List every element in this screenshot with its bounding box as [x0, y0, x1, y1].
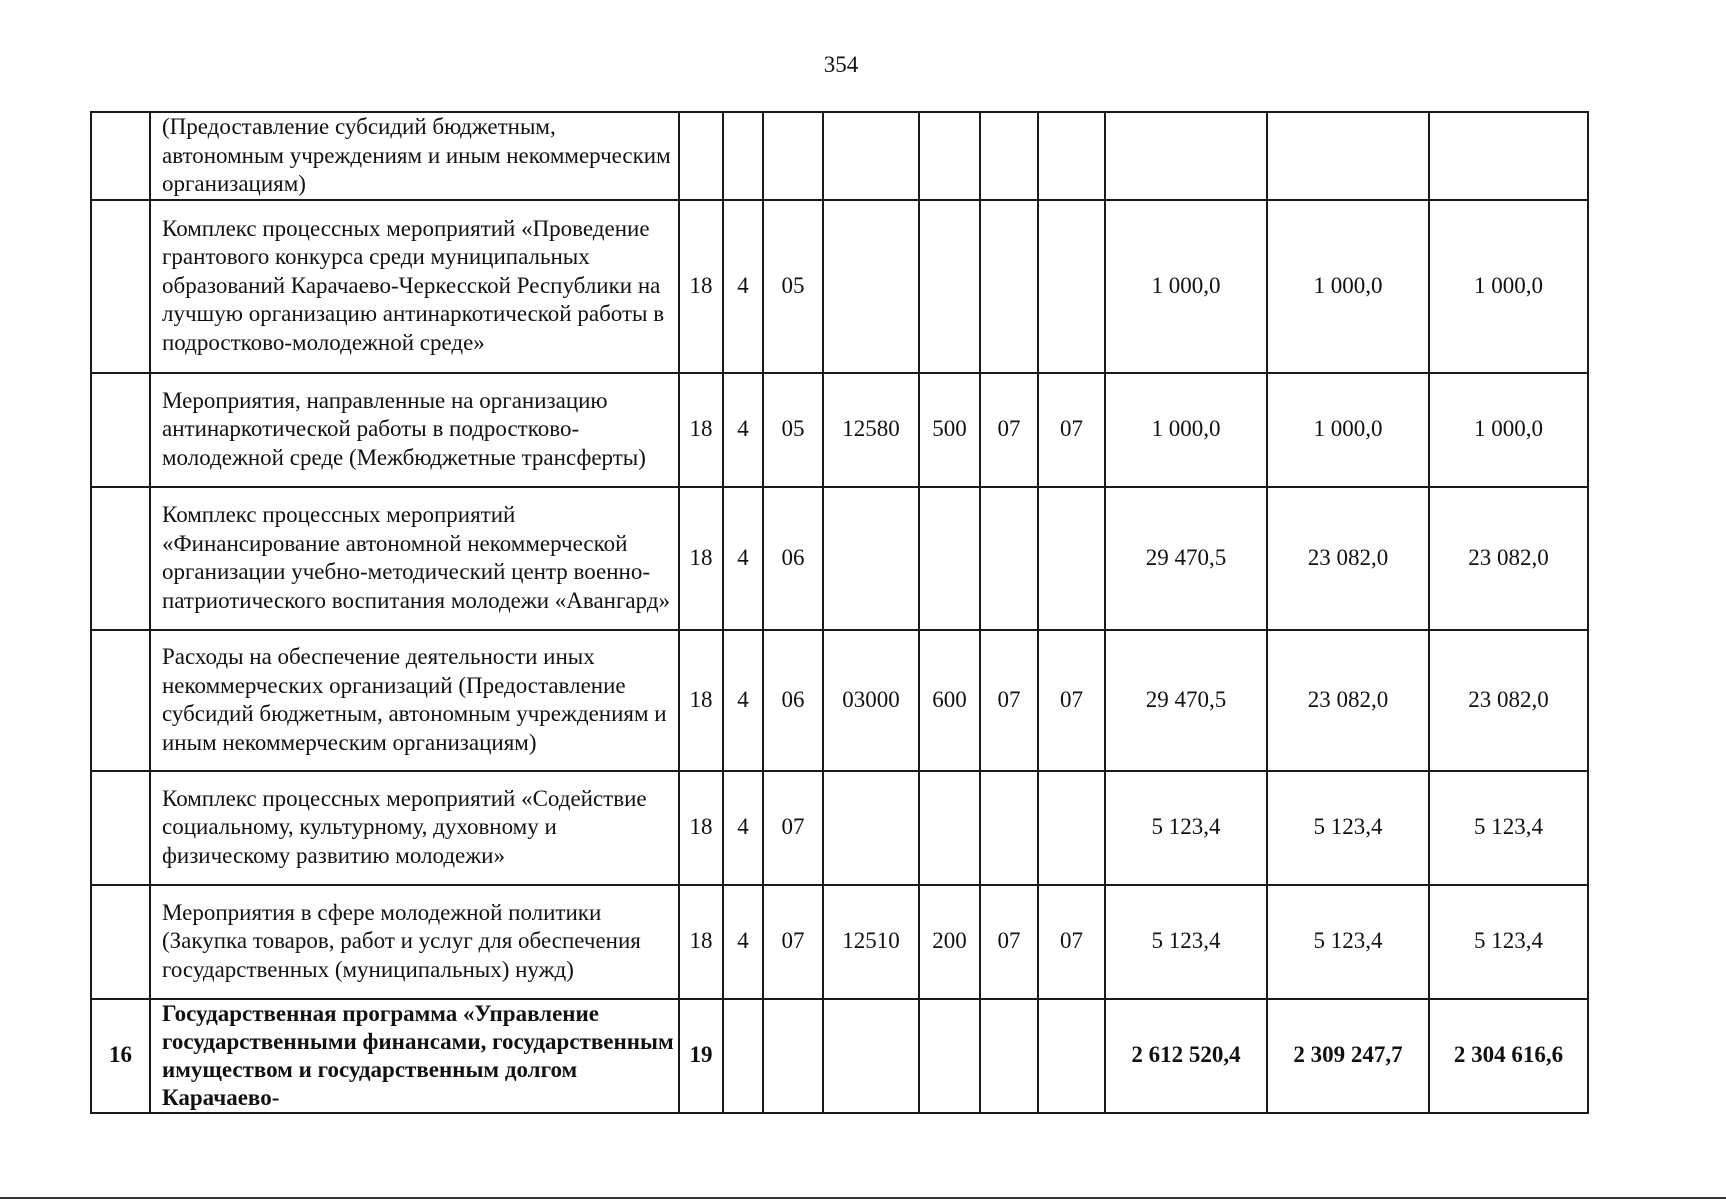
code-5-cell: 600 [919, 630, 980, 771]
code-2-cell: 4 [723, 771, 763, 885]
code-3-cell [763, 999, 823, 1113]
amount-year-1-cell: 29 470,5 [1105, 487, 1267, 630]
amount-year-3-cell: 1 000,0 [1429, 373, 1588, 487]
code-3-cell: 06 [763, 630, 823, 771]
code-2-cell: 4 [723, 630, 763, 771]
description-cell: Государственная программа «Управление государственными финансами, государственным имуществом и государственным долгом Карачаево- [150, 999, 679, 1113]
code-4-cell [823, 999, 919, 1113]
code-5-cell: 200 [919, 885, 980, 999]
code-2-cell: 4 [723, 373, 763, 487]
description-cell: Комплекс процессных мероприятий «Финансирование автономной некоммерческой организации учебно-методический центр военно-патриотического воспитания молодежи «Авангард» [150, 487, 679, 630]
page-number: 354 [823, 52, 859, 77]
code-6-cell: 07 [980, 373, 1038, 487]
code-5-cell [919, 999, 980, 1113]
code-2-cell: 4 [723, 885, 763, 999]
table-row [91, 885, 1588, 999]
description-cell: Мероприятия, направленные на организацию антинаркотической работы в подростково-молодежной среде (Межбюджетные трансферты) [150, 373, 679, 487]
code-4-cell: 12510 [823, 885, 919, 999]
amount-year-1-cell: 1 000,0 [1105, 200, 1267, 373]
code-4-cell [823, 200, 919, 373]
code-3-cell: 05 [763, 200, 823, 373]
description-cell: Комплекс процессных мероприятий «Проведение грантового конкурса среди муниципальных образований Карачаево-Черкесской Республики на лучшую организацию антинаркотической работы в подростково-молодежной среде» [150, 200, 679, 373]
amount-year-3-cell: 5 123,4 [1429, 771, 1588, 885]
amount-year-2-cell: 1 000,0 [1267, 200, 1429, 373]
amount-year-1-cell: 2 612 520,4 [1105, 999, 1267, 1113]
row-number-cell [91, 630, 150, 771]
code-5-cell: 500 [919, 373, 980, 487]
code-1-cell: 18 [679, 200, 723, 373]
table-row [91, 487, 1588, 630]
table-row [91, 630, 1588, 771]
amount-year-3-cell: 23 082,0 [1429, 630, 1588, 771]
code-6-cell [980, 200, 1038, 373]
code-4-cell [823, 487, 919, 630]
row-number-cell [91, 771, 150, 885]
code-1-cell [679, 112, 723, 200]
budget-table [90, 111, 1589, 1114]
code-6-cell: 07 [980, 885, 1038, 999]
code-7-cell: 07 [1038, 373, 1105, 487]
code-7-cell [1038, 200, 1105, 373]
amount-year-1-cell [1105, 112, 1267, 200]
code-2-cell [723, 999, 763, 1113]
code-1-cell: 19 [679, 999, 723, 1113]
code-4-cell [823, 112, 919, 200]
code-1-cell: 18 [679, 487, 723, 630]
code-6-cell [980, 999, 1038, 1113]
code-6-cell [980, 487, 1038, 630]
code-2-cell [723, 112, 763, 200]
bottom-rule [0, 1197, 1726, 1199]
code-7-cell [1038, 487, 1105, 630]
amount-year-3-cell: 23 082,0 [1429, 487, 1588, 630]
code-4-cell [823, 771, 919, 885]
code-7-cell [1038, 112, 1105, 200]
code-6-cell: 07 [980, 630, 1038, 771]
code-3-cell: 05 [763, 373, 823, 487]
code-5-cell [919, 200, 980, 373]
row-number-cell [91, 885, 150, 999]
row-number-cell: 16 [91, 999, 150, 1113]
amount-year-3-cell: 2 304 616,6 [1429, 999, 1588, 1113]
code-1-cell: 18 [679, 885, 723, 999]
code-1-cell: 18 [679, 771, 723, 885]
row-number-cell [91, 487, 150, 630]
code-1-cell: 18 [679, 373, 723, 487]
description-cell: (Предоставление субсидий бюджетным, автономным учреждениям и иным некоммерческим организациям) [150, 112, 679, 200]
table-row [91, 771, 1588, 885]
description-cell: Комплекс процессных мероприятий «Содействие социальному, культурному, духовному и физическому развитию молодежи» [150, 771, 679, 885]
amount-year-1-cell: 5 123,4 [1105, 885, 1267, 999]
code-4-cell: 03000 [823, 630, 919, 771]
amount-year-2-cell: 23 082,0 [1267, 630, 1429, 771]
code-7-cell: 07 [1038, 885, 1105, 999]
row-number-cell [91, 112, 150, 200]
description-cell: Расходы на обеспечение деятельности иных некоммерческих организаций (Предоставление субсидий бюджетным, автономным учреждениям и иным некоммерческим организациям) [150, 630, 679, 771]
code-2-cell: 4 [723, 200, 763, 373]
amount-year-2-cell: 23 082,0 [1267, 487, 1429, 630]
amount-year-1-cell: 5 123,4 [1105, 771, 1267, 885]
code-3-cell: 07 [763, 771, 823, 885]
amount-year-2-cell [1267, 112, 1429, 200]
amount-year-3-cell: 5 123,4 [1429, 885, 1588, 999]
code-2-cell: 4 [723, 487, 763, 630]
amount-year-3-cell [1429, 112, 1588, 200]
code-1-cell: 18 [679, 630, 723, 771]
amount-year-3-cell: 1 000,0 [1429, 200, 1588, 373]
code-6-cell [980, 771, 1038, 885]
code-5-cell [919, 771, 980, 885]
amount-year-2-cell: 5 123,4 [1267, 771, 1429, 885]
code-3-cell [763, 112, 823, 200]
code-7-cell [1038, 999, 1105, 1113]
table-row [91, 373, 1588, 487]
code-3-cell: 06 [763, 487, 823, 630]
amount-year-2-cell: 1 000,0 [1267, 373, 1429, 487]
table-row [91, 999, 1588, 1113]
amount-year-1-cell: 29 470,5 [1105, 630, 1267, 771]
table-body [91, 112, 1588, 1113]
row-number-cell [91, 200, 150, 373]
code-7-cell [1038, 771, 1105, 885]
amount-year-2-cell: 2 309 247,7 [1267, 999, 1429, 1113]
amount-year-1-cell: 1 000,0 [1105, 373, 1267, 487]
code-4-cell: 12580 [823, 373, 919, 487]
code-5-cell [919, 112, 980, 200]
description-cell: Мероприятия в сфере молодежной политики (Закупка товаров, работ и услуг для обеспечения государственных (муниципальных) нужд) [150, 885, 679, 999]
code-6-cell [980, 112, 1038, 200]
amount-year-2-cell: 5 123,4 [1267, 885, 1429, 999]
row-number-cell [91, 373, 150, 487]
code-3-cell: 07 [763, 885, 823, 999]
table-row [91, 200, 1588, 373]
code-5-cell [919, 487, 980, 630]
table-row [91, 112, 1588, 200]
code-7-cell: 07 [1038, 630, 1105, 771]
